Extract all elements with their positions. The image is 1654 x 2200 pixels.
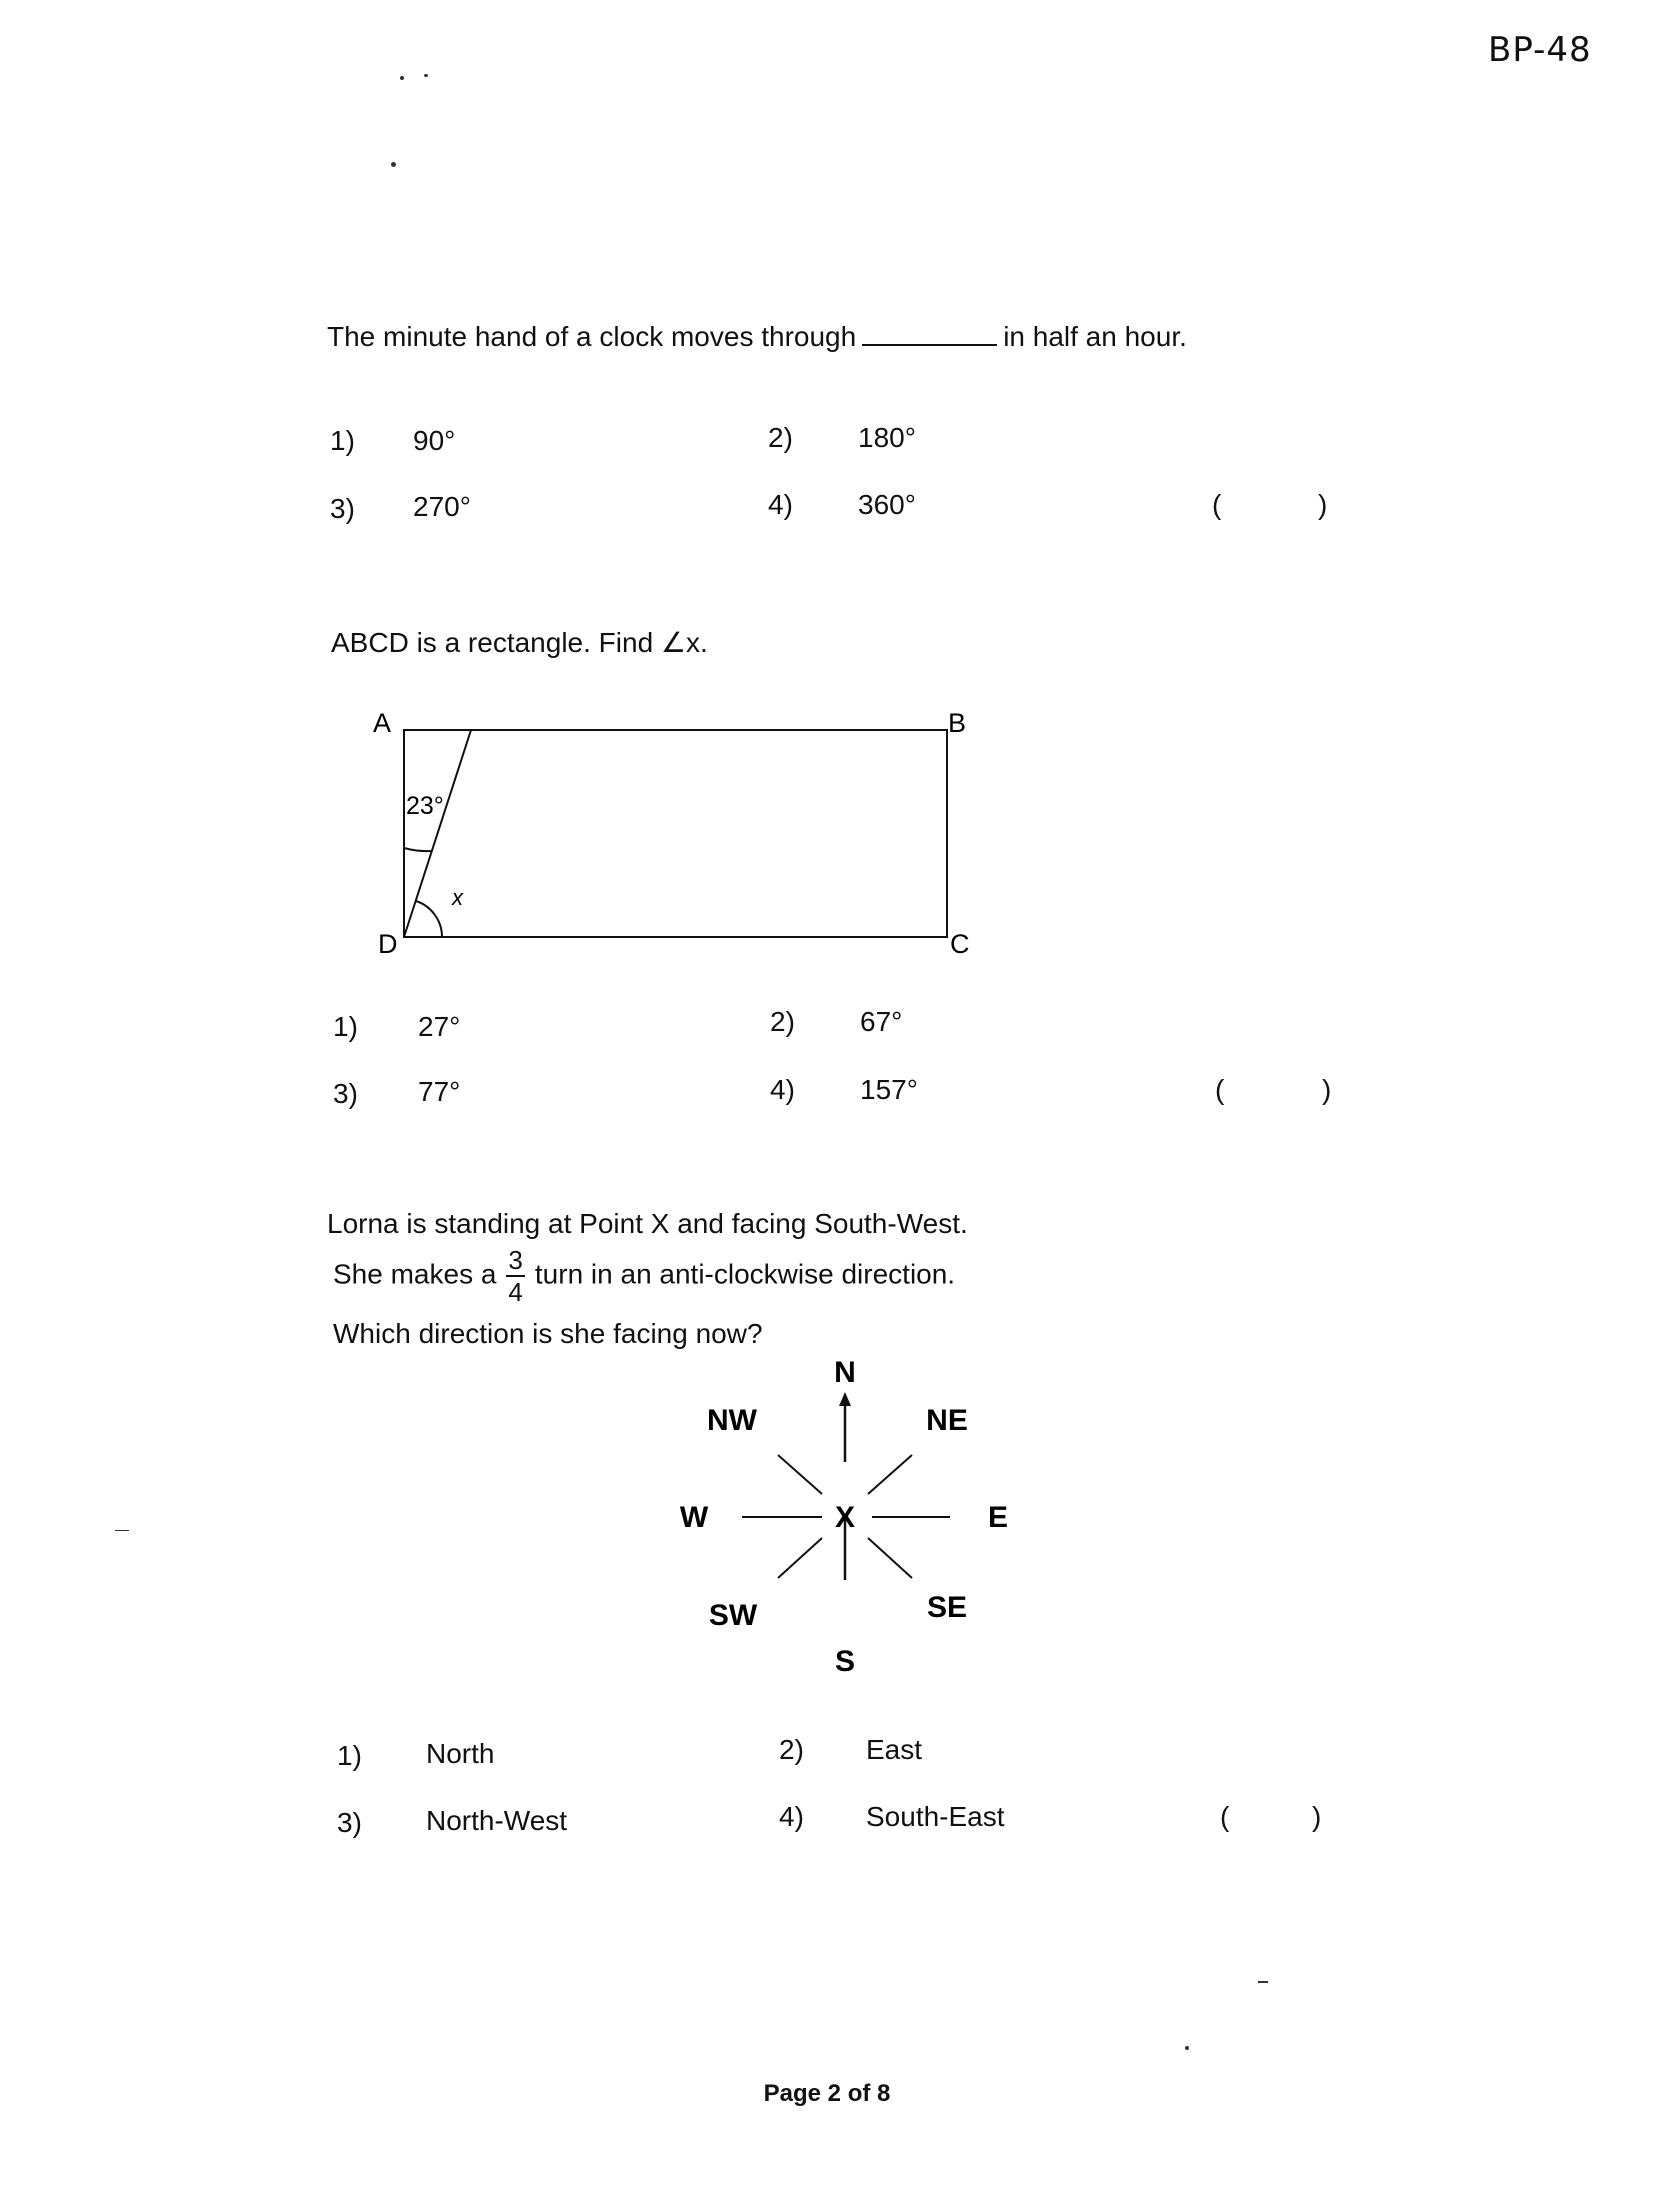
compass-label-se: SE [926,1591,968,1624]
q2-option-3-value: 77° [418,1076,461,1107]
q1-answer-paren-open: ( [1212,489,1222,520]
scan-speck [400,76,404,80]
q3-option-1-number: 1) [337,1740,362,1771]
compass-label-w: W [679,1501,709,1534]
southwest-line [778,1538,822,1578]
compass-label-x: X [834,1501,856,1534]
q3-answer-paren-open: ( [1220,1801,1230,1832]
q2-option-1-number: 1) [333,1011,358,1042]
scan-speck [1185,2046,1189,2050]
q1-option-1-number: 1) [330,425,355,456]
page-number: Page 2 of 8 [763,2080,891,2107]
scan-speck [1258,1981,1268,1983]
fraction-numerator: 3 [508,1245,523,1275]
northwest-line [778,1455,822,1494]
q3-option-3-number: 3) [337,1807,362,1838]
scan-speck [391,162,396,167]
vertex-label-a: A [373,708,392,738]
fraction-three-quarters [506,1247,524,1305]
compass-label-e: E [987,1501,1009,1534]
q2-option-2-number: 2) [770,1006,795,1037]
q3-answer-paren-close: ) [1312,1801,1322,1832]
question-3-line-2 [333,1247,955,1305]
compass-label-n: N [834,1356,856,1389]
q1-option-1-value: 90° [413,425,456,456]
q3-option-2-number: 2) [779,1734,804,1765]
fraction-denominator: 4 [508,1277,523,1307]
q1-answer-paren-close: ) [1318,489,1328,520]
question-3-line-3: Which direction is she facing now? [333,1318,763,1349]
vertex-label-d: D [378,929,398,959]
question-1-text-after: in half an hour. [1003,321,1187,352]
rectangle-figure [360,705,1000,965]
angle-label-x: x [452,885,463,910]
q3-option-4-number: 4) [779,1801,804,1832]
q2-answer-paren-open: ( [1215,1074,1225,1105]
vertex-label-b: B [948,708,967,738]
q1-option-4-number: 4) [768,489,793,520]
northeast-line [868,1455,912,1494]
southeast-line [868,1538,912,1578]
question-2-text: ABCD is a rectangle. Find ∠x. [331,627,708,658]
q3-option-3-value: North-West [426,1805,568,1836]
compass-label-s: S [834,1645,856,1678]
q1-option-2-number: 2) [768,422,793,453]
vertex-label-c: C [950,929,970,959]
angle-arc-23 [404,848,432,851]
q3-option-2-value: East [866,1734,923,1765]
question-1-text-before: The minute hand of a clock moves through [327,321,857,352]
q2-option-1-value: 27° [418,1011,461,1042]
question-3-line-2-after: turn in an anti-clockwise direction. [534,1258,956,1290]
q1-option-2-value: 180° [858,422,916,453]
q2-option-2-value: 67° [860,1006,903,1037]
angle-label-23: 23° [406,792,444,820]
q1-option-4-value: 360° [858,489,916,520]
question-3-line-2-before: She makes a [333,1258,497,1290]
scan-speck [115,1530,129,1531]
q3-option-4-value: South-East [866,1801,1005,1832]
q2-answer-paren-close: ) [1322,1074,1332,1105]
q1-option-3-value: 270° [413,491,471,522]
document-code: BP-48 [1488,30,1592,70]
answer-blank [862,318,997,346]
compass-label-ne: NE [926,1404,968,1437]
q2-option-4-number: 4) [770,1074,795,1105]
question-1-text [327,318,1187,353]
q2-option-3-number: 3) [333,1078,358,1109]
compass-label-nw: NW [707,1404,757,1437]
compass-label-sw: SW [708,1599,758,1632]
q2-option-4-value: 157° [860,1074,918,1105]
q3-option-1-value: North [426,1738,495,1769]
rectangle-abcd [404,730,947,937]
question-3-line-1: Lorna is standing at Point X and facing South-West. [327,1208,968,1239]
north-arrow-icon [839,1392,851,1406]
q1-option-3-number: 3) [330,493,355,524]
scan-speck [424,74,428,77]
compass-diagram [650,1340,1040,1700]
angle-arc-x [416,901,442,937]
